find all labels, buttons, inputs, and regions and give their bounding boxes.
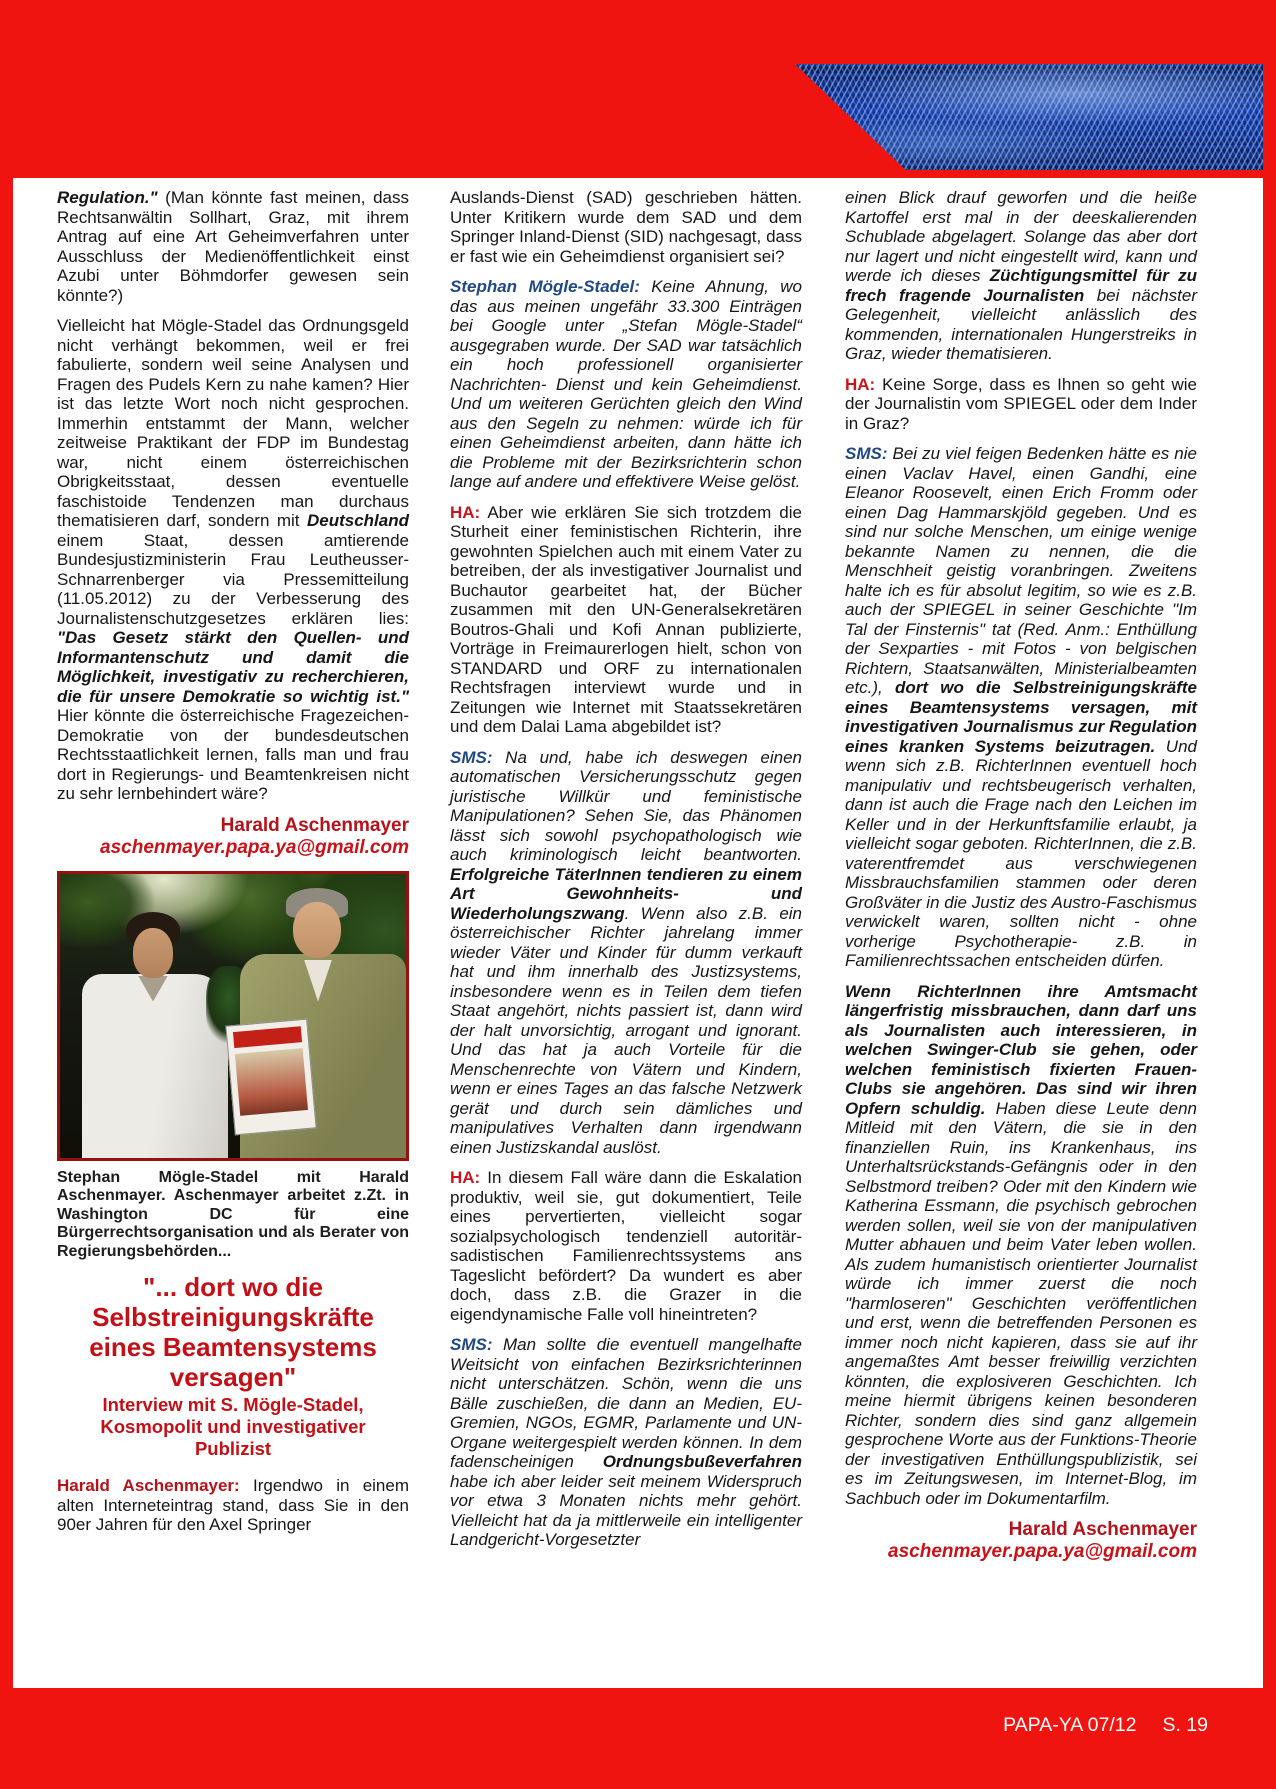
emphasis-zuechtigungsmittel: Züchtigungsmittel für zu frech fragende Journalisten <box>845 266 1197 305</box>
paragraph-answer-sms-4: SMS: Bei zu viel feigen Bedenken hätte es nie einen Vaclav Havel, einen Gandhi, eine Eleanor Roosevelt, einen Erich Fromm oder einen Dag Hammarskjöld gegeben. Und es sind nur solche Menschen, um einige wenige bekannte Namen zu nennen, die die Menschheit geistig voranbringen. Zweitens halte ich es für absolut legitim, so wie es z.B. auch der SPIEGEL in seiner Geschichte "Im Tal der Finsternis" tat (Red. Anm.: Enthüllung der Sexparties - mit Fotos - von belgischen Richtern, Staatsanwälten, Ministerialbeamten etc.), dort wo die Selbstreinigungskräfte eines Beamtensystems versagen, mit investigativen Journalismus zur Regulation eines kranken Systems beizutragen. Und wenn sich z.B. RichterInnen eventuell hoch manipulativ und rechtsbeugerisch verhalten, dann ist auch die Frage nach den Leichen im Keller und in der Herkunftsfamilie erlaubt, ja vielleicht sogar geboten. RichterInnen, die z.B. vaterentfremdet aus verschwiegenen Missbrauchsfamilien stammen oder deren Großväter in die Justiz des Austro-Faschismus verwickelt waren, sollten nicht - ohne vorherige Psychotherapie- z.B. in Familienrechtssachen entscheiden dürfen. <box>845 444 1197 970</box>
paragraph-answer-continued: einen Blick drauf geworfen und die heiße Kartoffel erst mal in der deeskalierenden Schublade abgelagert. Solange das aber dort nur lagert und nicht eingestellt wird, kann und werde ich dieses Züchtigungsmittel für zu frech fragende Journalisten bei nächster Gelegenheit, vielleicht anlässlich des kommenden, internationalen Hungerstreiks in Graz, wieder thematisieren. <box>845 188 1197 363</box>
paragraph-interview-start: Harald Aschenmayer: Irgendwo in einem alten Interneteintrag stand, dass Sie in den 90er Jahren für den Axel Springer <box>57 1476 409 1534</box>
paragraph-question-continued: Auslands-Dienst (SAD) geschrieben hätten. Unter Kritikern wurde dem SAD und dem Springer Inland-Dienst (SID) nachgesagt, dass er fast wie ein Geheimdienst organisiert sei? <box>450 188 802 266</box>
column-middle <box>450 188 802 1561</box>
top-red-band <box>0 0 1276 178</box>
paragraph-question-ha-2: HA: In diesem Fall wäre dann die Eskalation produktiv, weil sie, gut dokumentiert, Teile eines pervertierten, vielleicht sogar sozialpsychologisch tendenziell autoritär-sadistischen Familienrechtssystems ans Tageslicht befördert? Da wundert es aber doch, dass z.B. die Grazer in die eigendynamische Falle voll hineintreten? <box>450 1168 802 1324</box>
speaker-label-sms: SMS: <box>450 1335 493 1354</box>
paragraph-question-ha-1: HA: Aber wie erklären Sie sich trotzdem die Sturheit einer feministischen Richterin, ihre gewohnten Spielchen auch mit einem Vater zu betreiben, der als investigativer Journalist und Buchautor gearbeitet hat, der Bücher zusammen mit den UN-Generalsekretären Boutros-Ghali und Kofi Annan publizierte, Vorträge in Freimaurerlogen hielt, schon von STANDARD und ORF zu internationalen Rechtsfragen interviewt wurde und in Zeitungen wie Internet mit Staatssekretären und dem Dalai Lama abgebildet ist? <box>450 502 802 736</box>
quote-gesetz: "Das Gesetz stärkt den Quellen- und Informantenschutz und damit die Möglichkeit, investigativ zu recherchieren, die für unsere Demokratie so wichtig ist." <box>57 628 409 706</box>
author-name: Harald Aschenmayer <box>1008 1519 1197 1540</box>
author-email: aschenmayer.papa.ya@gmail.com <box>100 836 409 858</box>
left-red-border <box>0 0 13 1789</box>
column-left <box>57 188 409 1546</box>
photo-caption: Stephan Mögle-Stadel mit Harald Aschenmayer. Aschenmayer arbeitet z.Zt. in Washington DC für eine Bürgerrechtsorganisation und als Berater von Regierungsbehörden... <box>57 1168 409 1260</box>
emphasis-amtsmacht: Wenn RichterInnen ihre Amtsmacht längerfristig missbrauchen, dann darf uns als Journalisten auch interessieren, in welchen Swinger-Club sie gehen, oder welchen feministisch fixierten Frauen-Clubs sie angehören. Das sind wir ihren Opfern schuldig. <box>845 981 1197 1118</box>
author-signature-right <box>845 1519 1197 1563</box>
article-photo <box>57 871 409 1161</box>
article-headline: "... dort wo die Selbstreinigungskräfte eines Beamtensystems versagen" <box>89 1272 377 1392</box>
page-footer <box>1003 1714 1208 1737</box>
speaker-label-ha: HA: <box>450 502 481 522</box>
author-name: Harald Aschenmayer <box>220 814 409 836</box>
paragraph-regulation: Regulation." (Man könnte fast meinen, dass Rechtsanwältin Sollhart, Graz, mit ihrem Antrag auf eine Art Geheimverfahren unter Ausschluss der Medienöffentlichkeit einst Azubi unter Böhmdorfer gewesen sein könnte?) <box>57 188 409 305</box>
photo-person-left-face <box>133 928 173 978</box>
paragraph-answer-sms-1: Stephan Mögle-Stadel: Keine Ahnung, wo das aus meinen ungefähr 33.300 Einträgen bei Google unter „Stefan Mögle-Stadel“ ausgegraben wurde. Der SAD war tatsächlich ein hoch professionell organisierter Nachrichten- Dienst und kein Geheimdienst. Und um weiteren Gerüchten gleich den Wind aus den Segeln zu nehmen: würde ich für einen Geheimdienst arbeiten, dann hätte ich die Probleme mit der Bezirksrichterin schon lange auf andere und effektivere Weise gelöst. <box>450 277 802 491</box>
speaker-label-sms: SMS: <box>845 444 888 463</box>
emphasis-taeterinnen: Erfolgreiche TäterInnen tendieren zu einem Art Gewohnheits- und Wiederholungszwang <box>450 864 802 923</box>
blue-texture-banner <box>795 64 1276 170</box>
paragraph-vielleicht: Vielleicht hat Mögle-Stadel das Ordnungsgeld nicht verhängt bekommen, weil er frei fabulierte, sondern weil seine Analysen und Fragen des Pudels Kern zu nahe kamen? Hier ist das letzte Wort noch nicht gesprochen. Immerhin entstammt der Mann, welcher zeitweise Praktikant der FDP im Bundestag war, nicht einem österreichischen Obrigkeitsstaat, dessen eventuelle faschistoide Tendenzen man durchaus thematisieren darf, sondern mit Deutschland einem Staat, dessen amtierende Bundesjustizministerin Frau Leutheusser-Schnarrenberger via Pressemitteilung (11.05.2012) zu der Verbesserung des Journalistenschutzgesetzes erklären lies: "Das Gesetz stärkt den Quellen- und Informantenschutz und damit die Möglichkeit, investigativ zu recherchieren, die für unsere Demokratie so wichtig ist." Hier könnte die österreichische Fragezeichen-Demokratie von der bundesdeutschen Rechtsstaatlichkeit lernen, falls man und frau dort in Regierungs- und Beamtenkreisen nicht zu sehr lernbehindert wäre? <box>57 316 409 803</box>
right-red-border <box>1263 0 1276 1789</box>
paragraph-answer-sms-5: Wenn RichterInnen ihre Amtsmacht längerfristig missbrauchen, dann darf uns als Journalisten auch interessieren, in welchen Swinger-Club sie gehen, oder welchen feministisch fixierten Frauen-Clubs sie angehören. Das sind wir ihren Opfern schuldig. Haben diese Leute denn Mitleid mit den Vätern, die sie in den finanziellen Ruin, ins Krankenhaus, ins Unterhaltsrückstands-Gefängnis oder in den Selbstmord treiben? Oder mit den Kindern wie Katherina Essmann, die psychisch gebrochen werden sollen, weil sie von der manipulativen Mutter abhauen und beim Vater leben wollen. Als zudem humanistisch orientierter Journalist würde ich immer zuerst die noch "harmloseren" Geschichten veröffentlichen und erst, wenn die betreffenden Personen es immer noch nicht kapieren, dass sie auf ihr angemaßtes Amt besser freiwillig verzichten könnten, die explosiveren Geschichten. Ich meine hiermit übrigens keinen besonderen Richter, sondern dies sind ganz allgemein gesprochene Worte aus der Funktions-Theorie der investigativen Enthüllungspublizistik, sei es im Zeitungswesen, im Internet-Blog, im Sachbuch oder im Dokumentarfilm. <box>845 981 1197 1508</box>
magazine-issue: PAPA-YA 07/12 <box>1003 1714 1137 1736</box>
photo-person-right-face <box>293 902 341 958</box>
lead-regulation: Regulation." <box>57 188 158 207</box>
paragraph-question-ha-3: HA: Keine Sorge, dass es Ihnen so geht wie der Journalistin vom SPIEGEL oder dem Inder in Graz? <box>845 374 1197 433</box>
paragraph-answer-sms-2: SMS: Na und, habe ich deswegen einen automatischen Versicherungsschutz gegen juristische Willkür und feministische Manipulationen? Sehen Sie, das Phänomen lässt sich sowohl psychopathologisch wie auch kriminologisch leicht beantworten. Erfolgreiche TäterInnen tendieren zu einem Art Gewohnheits- und Wiederholungszwang. Wenn also z.B. ein österreichischer Richter jahrelang immer wieder Väter und Kinder für dumm verkauft hat und ihm innerhalb des Justizsystems, insbesondere wenn es in Teilen dem tiefen Staat angehört, nichts passiert ist, dann wird der halt unvorsichtig, arrogant und ignorant. Und das hat ja auch Vorteile für die Menschenrechte von Vätern und Kindern, wenn er eines Tages an das falsche Netzwerk gerät und durch sein dämliches und manipulatives Verhalten dann irgendwann einen Justizskandal auslöst. <box>450 747 802 1157</box>
article-subheadline: Interview mit S. Mögle-Stadel, Kosmopolit und investigativer Publizist <box>100 1394 366 1459</box>
bottom-red-band <box>0 1688 1276 1789</box>
photo-magazine-cover <box>225 1018 316 1135</box>
emphasis-deutschland: Deutschland <box>306 511 409 530</box>
emphasis-ordnungsbusse: Ordnungsbußeverfahren <box>602 1452 802 1471</box>
speaker-label-ha: HA: <box>450 1168 481 1187</box>
speaker-label-ha: HA: <box>845 374 876 394</box>
speaker-label-moegle-stadel: Stephan Mögle-Stadel: <box>450 277 640 296</box>
photo-magazine-image <box>235 1048 308 1116</box>
photo-magazine-masthead <box>233 1026 302 1048</box>
author-email: aschenmayer.papa.ya@gmail.com <box>888 1541 1197 1562</box>
emphasis-selbstreinigung: dort wo die Selbstreinigungskräfte eines Beamtensystems versagen, mit investigativen Journalismus zur Regulation eines kranken Systems beizutragen. <box>845 678 1197 756</box>
paragraph-answer-sms-3: SMS: Man sollte die eventuell mangelhafte Weitsicht von einfachen Bezirksrichterinnen nicht unterschätzen. Schön, wenn die uns Bälle zuschießen, die dann an Medien, EU-Gremien, NGOs, EGMR, Parlamente und UN-Organe weitergespielt werden können. In dem fadenscheinigen Ordnungsbußeverfahren habe ich aber leider seit meinem Widerspruch vor etwa 3 Monaten nichts mehr gehört. Vielleicht hat da ja mittlerweile ein intelligenter Landgericht-Vorgesetzter <box>450 1335 802 1549</box>
author-signature-left <box>57 815 409 859</box>
speaker-label-sms: SMS: <box>450 747 493 767</box>
speaker-label-aschenmayer: Harald Aschenmayer: <box>57 1476 240 1495</box>
column-right <box>845 188 1197 1575</box>
page-number: S. 19 <box>1162 1714 1208 1736</box>
